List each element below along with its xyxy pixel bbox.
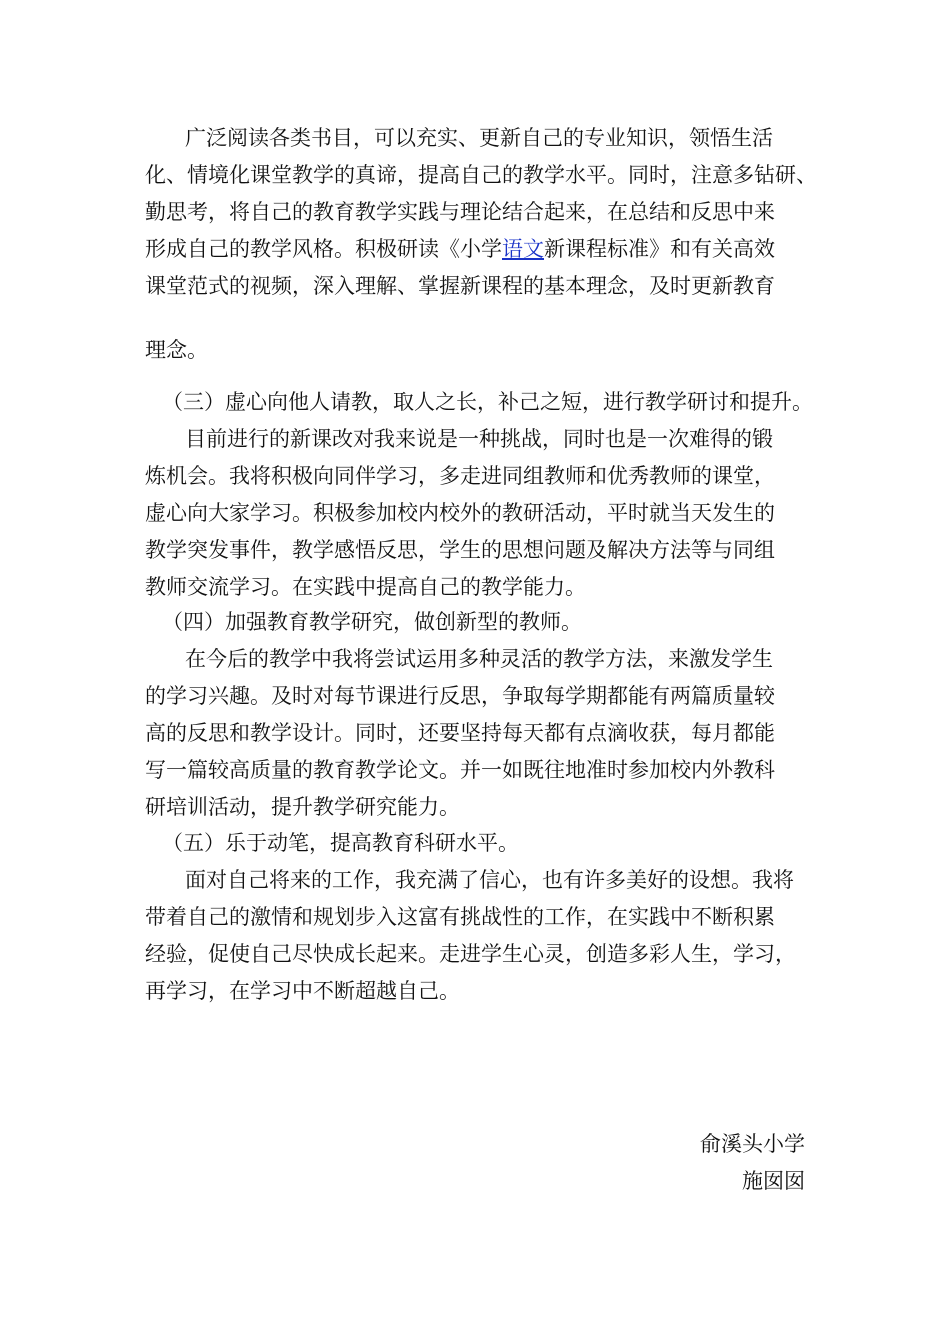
paragraph-line: 高的反思和教学设计。同时，还要坚持每天都有点滴收获，每月都能 — [145, 721, 775, 745]
paragraph-line: 的学习兴趣。及时对每节课进行反思，争取每学期都能有两篇质量较 — [145, 684, 775, 708]
section-heading-three: （三）虚心向他人请教，取人之长，补己之短，进行教学研讨和提升。 — [162, 390, 813, 414]
paragraph-line: 带着自己的激情和规划步入这富有挑战性的工作，在实践中不断积累 — [145, 905, 775, 929]
paragraph-line: 写一篇较高质量的教育教学论文。并一如既往地准时参加校内外教科 — [145, 758, 775, 782]
paragraph-line: 经验，促使自己尽快成长起来。走进学生心灵，创造多彩人生，学习， — [145, 942, 796, 966]
paragraph-line: 在今后的教学中我将尝试运用多种灵活的教学方法，来激发学生 — [185, 647, 773, 671]
paragraph-line: 课堂范式的视频，深入理解、掌握新课程的基本理念，及时更新教育 — [145, 274, 775, 298]
paragraph-line: 炼机会。我将积极向同伴学习，多走进同组教师和优秀教师的课堂， — [145, 464, 775, 488]
paragraph-line: 教学突发事件，教学感悟反思，学生的思想问题及解决方法等与同组 — [145, 538, 775, 562]
paragraph-line: 教师交流学习。在实践中提高自己的教学能力。 — [145, 575, 586, 599]
paragraph-line: 广泛阅读各类书目，可以充实、更新自己的专业知识，领悟生活 — [185, 126, 773, 150]
paragraph-text: 新课程标准》和有关高效 — [544, 237, 775, 261]
paragraph-line: 目前进行的新课改对我来说是一种挑战，同时也是一次难得的锻 — [185, 427, 773, 451]
paragraph-line — [145, 235, 775, 263]
paragraph-text: 形成自己的教学风格。积极研读《小学 — [145, 237, 502, 261]
section-heading-four: （四）加强教育教学研究，做创新型的教师。 — [162, 610, 582, 634]
signature-school: 俞溪头小学 — [700, 1132, 805, 1156]
yuwen-link[interactable]: 语文 — [502, 237, 544, 261]
paragraph-line: 虚心向大家学习。积极参加校内校外的教研活动，平时就当天发生的 — [145, 501, 775, 525]
paragraph-line: 化、情境化课堂教学的真谛，提高自己的教学水平。同时，注意多钻研、 — [145, 163, 817, 187]
paragraph-line: 再学习，在学习中不断超越自己。 — [145, 979, 460, 1003]
signature-name: 施囡囡 — [742, 1169, 805, 1193]
paragraph-line: 研培训活动，提升教学研究能力。 — [145, 795, 460, 819]
paragraph-line: 理念。 — [145, 338, 208, 362]
paragraph-line: 面对自己将来的工作，我充满了信心，也有许多美好的设想。我将 — [185, 868, 794, 892]
section-heading-five: （五）乐于动笔，提高教育科研水平。 — [162, 831, 519, 855]
paragraph-line: 勤思考，将自己的教育教学实践与理论结合起来，在总结和反思中来 — [145, 200, 775, 224]
